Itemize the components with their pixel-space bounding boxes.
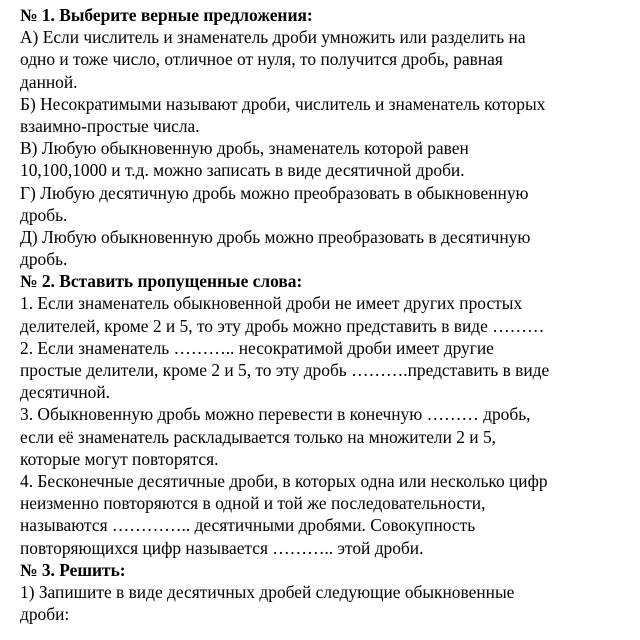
task-2-line: десятичной.	[20, 382, 111, 403]
task-1-line: данной.	[20, 71, 78, 92]
task-2-line: простые делители, кроме 2 и 5, то эту дробь ……….представить в виде	[20, 360, 550, 380]
task-1-line: Б) Несократимыми называют дроби, числитель и знаменатель которых	[20, 93, 546, 114]
task-1-line: одно и тоже число, отличное от нуля, то получится дробь, равная	[20, 49, 503, 70]
task-2-line: делителей, кроме 2 и 5, то эту дробь можно представить в виде ………	[20, 315, 545, 336]
task-1-line: А) Если числитель и знаменатель дроби умножить или разделить на	[20, 27, 526, 48]
task-1-line: взаимно-простые числа.	[20, 115, 200, 136]
task-2-line: 2. Если знаменатель ……….. несократимой дроби имеет другие	[20, 337, 494, 358]
task-3-line: дроби:	[20, 604, 70, 625]
task-3-line: 1) Запишите в виде десятичных дробей следующие обыкновенные	[20, 581, 515, 602]
task-2-line: которые могут повторятся.	[20, 448, 219, 469]
task-2-line: называются ………….. десятичными дробями. Совокупность	[20, 515, 476, 536]
task-1-title: № 1. Выберите верные предложения:	[20, 5, 313, 25]
task-2-line: 3. Обыкновенную дробь можно перевести в конечную ……… дробь,	[20, 404, 531, 425]
task-3-title: № 3. Решить:	[20, 559, 126, 580]
task-2-line: неизменно повторяются в одной и той же последовательности,	[20, 493, 486, 514]
task-2-line: если её знаменатель раскладывается только на множители 2 и 5,	[20, 426, 496, 447]
task-1-line: Д) Любую обыкновенную дробь можно преобразовать в десятичную	[20, 226, 531, 247]
task-1-line: 10,100,1000 и т.д. можно записать в виде десятичной дроби.	[20, 160, 465, 181]
task-3-section	[20, 559, 632, 626]
task-1-line: Г) Любую десятичную дробь можно преобразовать в обыкновенную	[20, 182, 529, 203]
task-2-section	[20, 270, 632, 558]
task-2-line: 1. Если знаменатель обыкновенной дроби не имеет других простых	[20, 293, 523, 314]
task-1-line: дробь.	[20, 204, 68, 225]
task-1-line: дробь.	[20, 249, 68, 270]
task-2-line: 4. Бесконечные десятичные дроби, в которых одна или несколько цифр	[20, 470, 548, 491]
worksheet-page	[20, 4, 632, 625]
task-1-line: В) Любую обыкновенную дробь, знаменатель которой равен	[20, 138, 469, 159]
task-1-section	[20, 4, 632, 270]
task-2-title: № 2. Вставить пропущенные слова:	[20, 271, 303, 292]
task-2-line: повторяющихся цифр называется ……….. этой дроби.	[20, 537, 424, 558]
